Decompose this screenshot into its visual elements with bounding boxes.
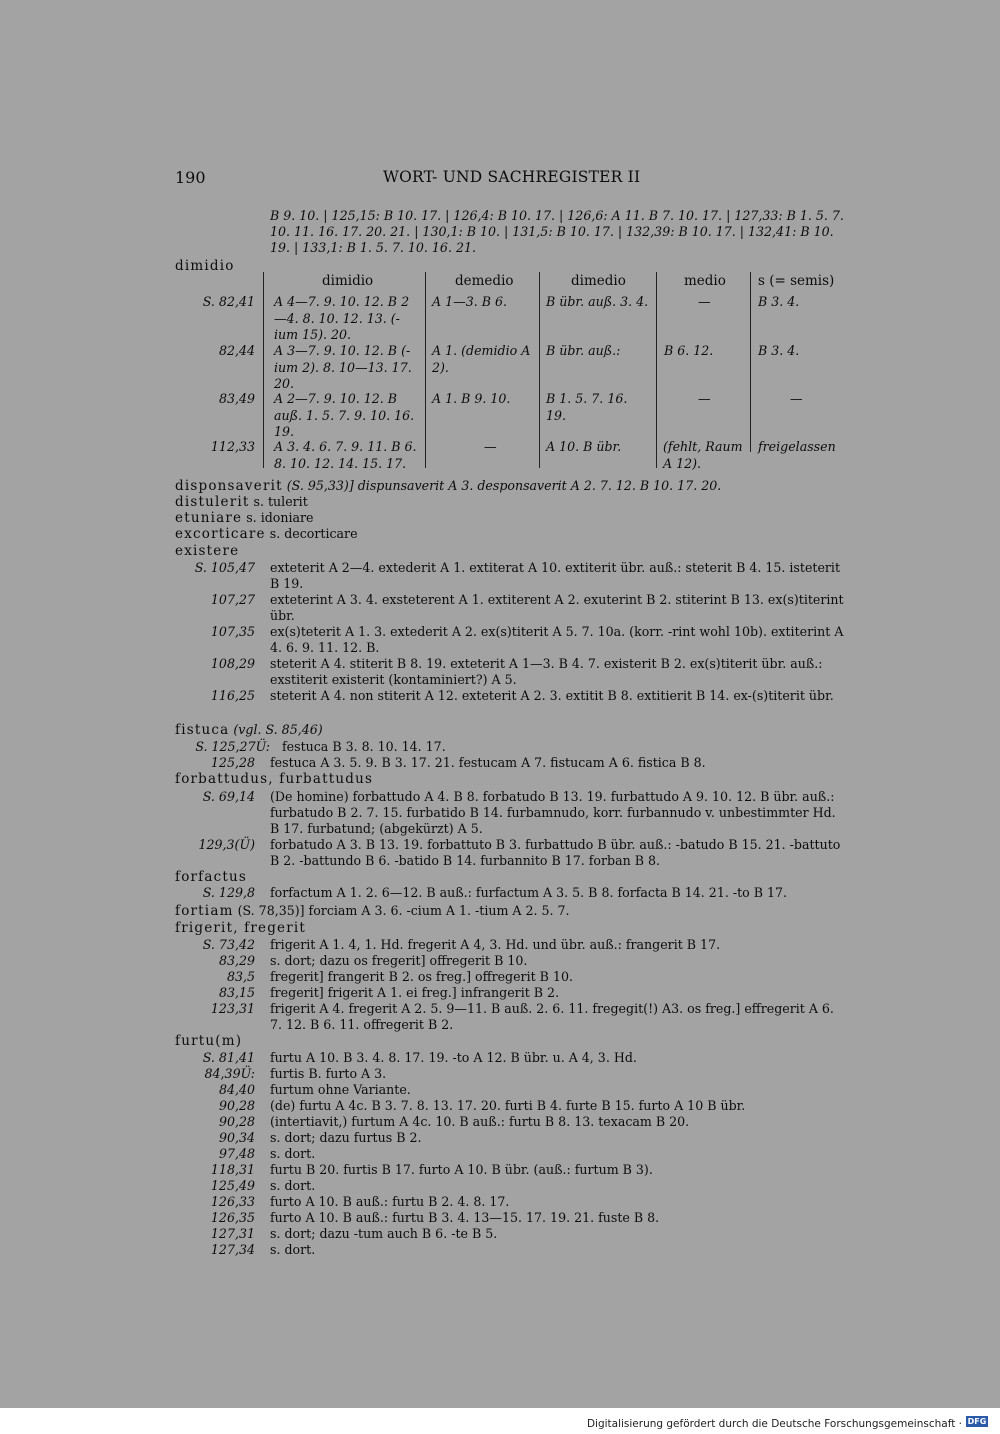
entry-text: furto A 10. B auß.: furtu B 3. 4. 13—15. 17. 19. 21. fuste B 8. xyxy=(270,1210,660,1225)
entry-text: s. idoniare xyxy=(242,510,314,525)
ref-label: 129,3(Ü) xyxy=(198,837,255,852)
col-header-semis: s (= semis) xyxy=(758,273,835,289)
cell-dimedio: A 10. B übr. xyxy=(546,439,622,454)
ref-label: 83,49 xyxy=(218,391,255,406)
entry-text: festuca B 3. 8. 10. 14. 17. xyxy=(282,739,446,754)
entry-text: exteterint A 3. 4. exsteterent A 1. extiterent A 2. exuterint B 2. stiterint B 13. ex(s)titerint übr. xyxy=(270,592,844,623)
entry-text: (de) furtu A 4c. B 3. 7. 8. 13. 17. 20. furti B 4. furte B 15. furto A 10 B übr. xyxy=(270,1098,746,1113)
headword: excorticare xyxy=(175,526,266,542)
ref-label: 83,5 xyxy=(226,969,255,984)
entry-text: furtu A 10. B 3. 4. 8. 17. 19. -to A 12. B übr. u. A 4, 3. Hd. xyxy=(270,1050,637,1065)
ref-label: 126,35 xyxy=(210,1210,255,1225)
page-number: 190 xyxy=(175,168,206,187)
table-rule xyxy=(539,272,540,468)
entry-furtum xyxy=(175,1033,242,1049)
ref-label: S. 125,27Ü: xyxy=(195,739,270,754)
col-header-demedio: demedio xyxy=(455,273,514,289)
ref-label: 127,34 xyxy=(210,1242,255,1257)
entry-forbattudus xyxy=(175,771,373,787)
ref-label: 90,28 xyxy=(218,1098,255,1113)
entry-text: s. decorticare xyxy=(265,526,358,541)
ref-label: S. 81,41 xyxy=(202,1050,255,1065)
entry-text: frigerit A 4. fregerit A 2. 5. 9—11. B auß. 2. 6. 11. fregegit(!) A3. os freg.] effregerit A 6. 7. 12. B 6. 11. offregerit B 2. xyxy=(270,1001,834,1032)
entry-text: (De homine) forbattudo A 4. B 8. forbatudo B 13. 19. furbattudo A 9. 10. 12. B übr. auß.: furbatudo B 2. 7. 15. furbatido B 14. furbamnudo, korr. furbannudo v. unbestimmter Hd. B 17. furbatund; (abgekürzt) A 5. xyxy=(270,789,836,836)
entry-text: s. dort. xyxy=(270,1146,316,1161)
ref-label: S. 105,47 xyxy=(194,560,255,575)
ref-label: 82,44 xyxy=(218,343,255,358)
entry-text: festuca A 3. 5. 9. B 3. 17. 21. festucam A 7. fistucam A 6. fistica B 8. xyxy=(270,755,706,770)
ref-label: 123,31 xyxy=(210,1001,255,1016)
headword: frigerit, fregerit xyxy=(175,920,307,936)
funding-credit: Digitalisierung gefördert durch die Deutsche Forschungsgemeinschaft · xyxy=(586,1418,962,1430)
headword: fistuca xyxy=(175,722,230,738)
entry-text: s. tulerit xyxy=(249,494,308,509)
entry-text: s. dort; dazu -tum auch B 6. -te B 5. xyxy=(270,1226,498,1241)
entry-text: forbatudo A 3. B 13. 19. forbattuto B 3. furbattudo B übr. auß.: -batudo B 15. 21. -battuto B 2. -battundo B 6. -batido B 14. furbannito B 17. forban B 8. xyxy=(270,837,841,868)
ref-label: 125,28 xyxy=(210,755,255,770)
cell-medio: — xyxy=(698,294,711,309)
cell-demedio: A 1. (demidio A 2). xyxy=(432,343,531,375)
headword: furtu(m) xyxy=(175,1033,243,1049)
entry-fistuca xyxy=(175,722,323,738)
headword: distulerit xyxy=(175,494,250,510)
cell-dimidio: A 4—7. 9. 10. 12. B 2—4. 8. 10. 12. 13. (-ium 15). 20. xyxy=(274,294,410,342)
ref-label: 83,15 xyxy=(218,985,255,1000)
entry-text: s. dort; dazu furtus B 2. xyxy=(270,1130,422,1145)
cell-medio: — xyxy=(698,391,711,406)
entry-disponsaverit xyxy=(175,478,855,494)
entry-text: frigerit A 1. 4, 1. Hd. fregerit A 4, 3. Hd. und übr. auß.: frangerit B 17. xyxy=(270,937,721,952)
entry-existere xyxy=(175,543,239,559)
entry-text: furtu B 20. furtis B 17. furto A 10. B übr. (auß.: furtum B 3). xyxy=(270,1162,653,1177)
table-rule xyxy=(750,272,751,452)
cell-demedio: — xyxy=(484,439,497,454)
headword: forfactus xyxy=(175,869,248,885)
cell-dimedio: B übr. auß.: xyxy=(546,343,621,358)
cell-dimidio: A 3. 4. 6. 7. 9. 11. B 6. 8. 10. 12. 14. 15. 17. xyxy=(274,439,417,471)
ref-label: 107,35 xyxy=(210,624,255,639)
ref-label: 108,29 xyxy=(210,656,255,671)
ref-label: S. 82,41 xyxy=(202,294,255,309)
col-header-medio: medio xyxy=(684,273,726,289)
running-title: WORT- UND SACHREGISTER II xyxy=(383,168,641,186)
entry-text: (vgl. S. 85,46) xyxy=(229,722,323,737)
ref-label: 84,40 xyxy=(218,1082,255,1097)
cell-semis: B 3. 4. xyxy=(758,294,800,309)
cell-semis: — xyxy=(790,391,803,406)
table-rule xyxy=(425,272,426,468)
cell-dimidio: A 2—7. 9. 10. 12. B auß. 1. 5. 7. 9. 10. 16. 19. xyxy=(274,391,415,439)
entry-frigerit xyxy=(175,920,306,936)
entry-text: (intertiavit,) furtum A 4c. 10. B auß.: furtu B 8. 13. texacam B 20. xyxy=(270,1114,690,1129)
entry-text: s. dort. xyxy=(270,1178,316,1193)
headword: forbattudus, furbattudus xyxy=(175,771,374,787)
cell-dimedio: B übr. auß. 3. 4. xyxy=(546,294,649,309)
entry-text: furtis B. furto A 3. xyxy=(270,1066,387,1081)
cell-dimidio: A 3—7. 9. 10. 12. B (-ium 2). 8. 10—13. 17. 20. xyxy=(274,343,412,391)
ref-label: 126,33 xyxy=(210,1194,255,1209)
table-rule xyxy=(263,272,264,468)
entry-text: fregerit] frigerit A 1. ei freg.] infrangerit B 2. xyxy=(270,985,560,1000)
ref-label: 83,29 xyxy=(218,953,255,968)
headword: disponsaverit xyxy=(175,478,283,494)
ref-label: 116,25 xyxy=(210,688,255,703)
entry-fortiam xyxy=(175,903,855,919)
headword-dimidio: dimidio xyxy=(175,258,235,274)
continuation-entry: B 9. 10. | 125,15: B 10. 17. | 126,4: B 10. 17. | 126,6: A 11. B 7. 10. 17. | 127,33: B 1. 5. 7. 10. 11. 16. 17. 20. 21. | 130,1: B 10. | 131,5: B 10. 17. | 132,39: B 10. 17. | 132,41: B 10. 19. | 133,1: B 1. 5. 7. 10. 16. 21. xyxy=(270,208,844,255)
entry-text: fregerit] frangerit B 2. os freg.] offregerit B 10. xyxy=(270,969,573,984)
cell-medio: (fehlt, Raum A 12). xyxy=(663,439,743,471)
entry-text: steterit A 4. stiterit B 8. 19. exteterit A 1—3. B 4. 7. existerit B 2. ex(s)titerit übr. auß.: exstiterit existerit (kontaminiert?) A 5. xyxy=(270,656,823,687)
ref-label: S. 73,42 xyxy=(202,937,255,952)
headword: etuniare xyxy=(175,510,243,526)
entry-etuniare xyxy=(175,510,313,526)
entry-text: (S. 78,35)] forciam A 3. 6. -cium A 1. -tium A 2. 5. 7. xyxy=(233,903,570,918)
cell-semis: freigelassen xyxy=(758,439,836,454)
entry-forfactus xyxy=(175,869,247,885)
ref-label: 107,27 xyxy=(210,592,255,607)
ref-label: 127,31 xyxy=(210,1226,255,1241)
entry-text: s. dort; dazu os fregerit] offregerit B 10. xyxy=(270,953,528,968)
entry-text: forfactum A 1. 2. 6—12. B auß.: furfactum A 3. 5. B 8. forfacta B 14. 21. -to B 17. xyxy=(270,885,788,900)
headword: fortiam xyxy=(175,903,234,919)
cell-semis: B 3. 4. xyxy=(758,343,800,358)
ref-label: 90,34 xyxy=(218,1130,255,1145)
cell-dimedio: B 1. 5. 7. 16. 19. xyxy=(546,391,628,423)
ref-label: 118,31 xyxy=(210,1162,255,1177)
headword: existere xyxy=(175,543,240,559)
ref-label: 90,28 xyxy=(218,1114,255,1129)
cell-demedio: A 1. B 9. 10. xyxy=(432,391,511,406)
ref-label: S. 129,8 xyxy=(202,885,255,900)
ref-label: 112,33 xyxy=(210,439,255,454)
cell-demedio: A 1—3. B 6. xyxy=(432,294,507,309)
entry-text: s. dort. xyxy=(270,1242,316,1257)
entry-distulerit xyxy=(175,494,308,510)
ref-label: 97,48 xyxy=(218,1146,255,1161)
col-header-dimedio: dimedio xyxy=(571,273,626,289)
table-rule xyxy=(656,272,657,468)
entry-text: exteterit A 2—4. extederit A 1. extiterat A 10. extiterit übr. auß.: steterit B 4. 15. isteterit B 19. xyxy=(270,560,841,591)
entry-text: furtum ohne Variante. xyxy=(270,1082,411,1097)
entry-text: furto A 10. B auß.: furtu B 2. 4. 8. 17. xyxy=(270,1194,510,1209)
entry-text: ex(s)teterit A 1. 3. extederit A 2. ex(s)titerit A 5. 7. 10a. (korr. -rint wohl 10b). extiterint A 4. 6. 9. 11. 12. B. xyxy=(270,624,844,655)
entry-excorticare xyxy=(175,526,358,542)
col-header-dimidio: dimidio xyxy=(322,273,374,289)
ref-label: S. 69,14 xyxy=(202,789,255,804)
dfg-logo-icon: DFG xyxy=(967,1417,987,1426)
entry-text: steterit A 4. non stiterit A 12. exteterit A 2. 3. extitit B 8. extitierit B 14. ex-(s)titerit übr. xyxy=(270,688,834,703)
entry-text: (S. 95,33)] dispunsaverit A 3. desponsaverit A 2. 7. 12. B 10. 17. 20. xyxy=(282,478,722,493)
ref-label: 125,49 xyxy=(210,1178,255,1193)
cell-medio: B 6. 12. xyxy=(664,343,714,358)
ref-label: 84,39Ü: xyxy=(204,1066,255,1081)
